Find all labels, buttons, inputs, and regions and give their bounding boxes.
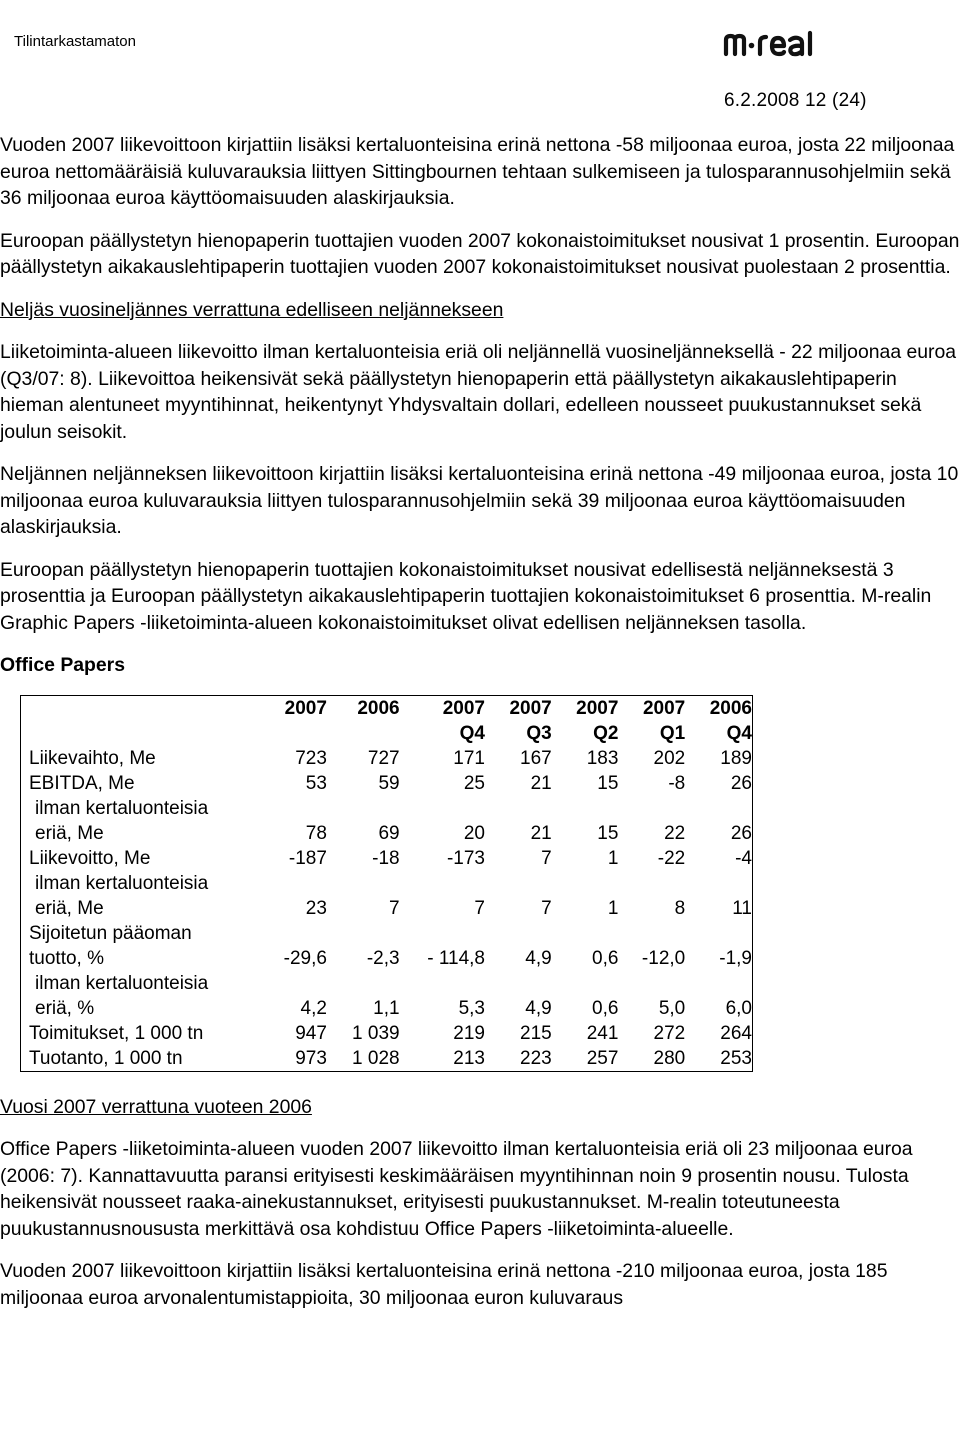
- table-cell: 223: [520, 1047, 552, 1069]
- paragraph: Neljännen neljänneksen liikevoittoon kirjattiin lisäksi kertaluonteisina erinä nettona -49 miljoonaa euroa, josta 10 miljoonaa euroa kuluvarauksia liittyen tulosparannusohjelmiin sekä 39 miljoonaa euroa käyttöomaisuuden alaskirjauksia.: [0, 463, 959, 538]
- table-cell: [327, 971, 400, 996]
- table-cell: 22: [664, 822, 686, 844]
- row-label: ilman kertaluonteisia: [35, 797, 209, 819]
- paragraph: Euroopan päällystetyn hienopaperin tuottajien vuoden 2007 kokonaistoimitukset nousivat 1 prosentin. Euroopan päällystetyn aikakauslehtipaperin tuottajien vuoden 2007 kokonaistoimitukset nousivat puolestaan 2 prosenttia.: [0, 229, 960, 278]
- table-cell: [618, 971, 685, 996]
- table-cell: 15: [597, 822, 619, 844]
- paragraph: Euroopan päällystetyn hienopaperin tuottajien kokonaistoimitukset nousivat edellisestä neljänneksestä 3 prosenttia ja Euroopan päällystetyn aikakauslehtipaperin tuottajien kokonaistoimitukset 6 prosenttia. M-realin Graphic Papers -liiketoiminta-alueen kokonaistoimitukset olivat edellisen neljänneksen tasolla.: [0, 558, 932, 634]
- table-row: [21, 821, 752, 846]
- table-cell: 0,6: [592, 997, 619, 1019]
- table-row: [21, 946, 752, 971]
- table-row: [21, 996, 752, 1021]
- table-cell: 183: [586, 747, 619, 769]
- row-label: Liikevaihto, Me: [29, 747, 156, 769]
- table-row: [21, 971, 752, 996]
- column-header: 2006: [709, 697, 752, 719]
- table-cell: [246, 921, 327, 946]
- table-cell: [685, 796, 752, 821]
- column-header: 2006: [357, 697, 400, 719]
- table-header-row: [21, 721, 752, 746]
- table-cell: 5,3: [458, 997, 485, 1019]
- table-cell: [246, 796, 327, 821]
- table-cell: [327, 796, 400, 821]
- table-cell: 26: [730, 822, 752, 844]
- table-cell: [552, 921, 619, 946]
- table-cell: 20: [463, 822, 485, 844]
- office-papers-table: [20, 695, 753, 1072]
- table-cell: 1 028: [352, 1047, 400, 1069]
- row-label: eriä, Me: [35, 822, 104, 844]
- row-label: eriä, %: [35, 997, 95, 1019]
- table-cell: 15: [597, 772, 619, 794]
- table-cell: 1: [607, 847, 619, 869]
- table-cell: 26: [730, 772, 752, 794]
- table-cell: [552, 971, 619, 996]
- table-cell: -18: [372, 847, 400, 869]
- table-cell: [400, 971, 485, 996]
- table-cell: 947: [295, 1022, 327, 1044]
- table-cell: [552, 796, 619, 821]
- table-cell: [327, 921, 400, 946]
- table-row: [21, 1021, 752, 1046]
- table-cell: [485, 921, 552, 946]
- table-row: [21, 796, 752, 821]
- paragraph: Office Papers -liiketoiminta-alueen vuoden 2007 liikevoitto ilman kertaluonteisia eriä oli 23 miljoonaa euroa (2006: 7). Kannattavuutta paransi erityisesti keskimääräisen myyntihinnan noin 9 prosentin nousu. Tulosta heikensivät nousseet raaka-ainekustannukset, erityisesti puukustannukset. M-realin toteutuneesta puukustannusnoususta merkittävä osa kohdistuu Office Papers -liiketoiminta-alueelle.: [0, 1138, 913, 1240]
- table-cell: -187: [288, 847, 327, 869]
- m-real-logo: [722, 30, 840, 60]
- table-cell: 4,9: [525, 997, 552, 1019]
- table-row: [21, 921, 752, 946]
- table-cell: [400, 871, 485, 896]
- table-cell: 7: [389, 897, 400, 919]
- column-header: 2007: [442, 697, 485, 719]
- table-cell: 4,2: [300, 997, 327, 1019]
- table-cell: 215: [520, 1022, 552, 1044]
- row-label: Tuotanto, 1 000 tn: [29, 1047, 183, 1069]
- table-cell: [246, 871, 327, 896]
- row-label: ilman kertaluonteisia: [35, 872, 209, 894]
- section-heading: Office Papers: [0, 654, 126, 676]
- table-cell: 272: [653, 1022, 686, 1044]
- table-cell: -173: [446, 847, 485, 869]
- table-cell: 973: [295, 1047, 327, 1069]
- table-cell: 21: [530, 772, 552, 794]
- table-cell: [618, 921, 685, 946]
- table-row: [21, 746, 752, 771]
- column-header: Q2: [593, 722, 619, 744]
- column-header: Q3: [526, 722, 552, 744]
- table-cell: 167: [520, 747, 552, 769]
- table-cell: 1,1: [373, 997, 400, 1019]
- row-label: Liikevoitto, Me: [29, 847, 151, 869]
- table-cell: 25: [463, 772, 485, 794]
- column-header: [246, 721, 327, 746]
- table-cell: 727: [367, 747, 400, 769]
- table-cell: 241: [586, 1022, 619, 1044]
- document-body: [0, 132, 960, 1327]
- table-cell: 7: [541, 847, 552, 869]
- table-cell: -22: [657, 847, 686, 869]
- column-header: 2007: [509, 697, 552, 719]
- table-cell: [485, 796, 552, 821]
- table-cell: [485, 971, 552, 996]
- table-cell: 6,0: [725, 997, 752, 1019]
- page-date-number: 6.2.2008 12 (24): [724, 90, 867, 111]
- column-header: [327, 721, 400, 746]
- table-cell: 280: [653, 1047, 686, 1069]
- column-header: Q1: [659, 722, 686, 744]
- table-cell: 0,6: [592, 947, 619, 969]
- table-cell: 189: [720, 747, 752, 769]
- table-cell: -4: [735, 847, 752, 869]
- column-header: Q4: [726, 722, 752, 744]
- document-status-label: Tilintarkastamaton: [14, 33, 136, 50]
- row-label: tuotto, %: [29, 947, 104, 969]
- section-heading: Vuosi 2007 verrattuna vuoteen 2006: [0, 1095, 312, 1118]
- row-label: Sijoitetun pääoman: [29, 922, 192, 944]
- table-cell: -1,9: [719, 947, 752, 969]
- column-header: 2007: [642, 697, 686, 719]
- table-cell: [685, 871, 752, 896]
- table-cell: 59: [378, 772, 400, 794]
- table-cell: 202: [653, 747, 686, 769]
- table-cell: 219: [453, 1022, 485, 1044]
- table-cell: -8: [668, 772, 686, 794]
- table-cell: [400, 796, 485, 821]
- paragraph: Liiketoiminta-alueen liikevoitto ilman kertaluonteisia eriä oli neljännellä vuosineljänneksellä - 22 miljoonaa euroa (Q3/07: 8). Liikevoittoa heikensivät sekä päällystetyn hienopaperin että päällystetyn aikakauslehtipaperin hieman alentuneet myyntihinnat, heikentynyt Yhdysvaltain dollari, edelleen nousseet puukustannukset sekä joulun seisokit.: [0, 341, 957, 443]
- table-cell: [685, 971, 752, 996]
- table-cell: 8: [674, 897, 686, 919]
- table-cell: 4,9: [525, 947, 552, 969]
- table-cell: 78: [305, 822, 327, 844]
- section-heading: Neljäs vuosineljännes verrattuna edelliseen neljännekseen: [0, 298, 504, 321]
- table-cell: 69: [378, 822, 400, 844]
- table-cell: 1: [607, 897, 619, 919]
- row-label: Toimitukset, 1 000 tn: [29, 1022, 204, 1044]
- table-cell: 5,0: [658, 997, 686, 1019]
- table-cell: 7: [474, 897, 485, 919]
- table-cell: 11: [732, 897, 752, 919]
- table-cell: 253: [720, 1047, 752, 1069]
- table-cell: 21: [530, 822, 552, 844]
- table-cell: [685, 921, 752, 946]
- table-cell: 171: [453, 747, 485, 769]
- table-cell: -2,3: [366, 947, 400, 969]
- table-cell: 257: [586, 1047, 619, 1069]
- table-cell: [246, 971, 327, 996]
- table-row: [21, 896, 752, 921]
- table-row: [21, 771, 752, 796]
- table-cell: -29,6: [283, 947, 327, 969]
- table-header-row: [21, 696, 752, 721]
- table-cell: [400, 921, 485, 946]
- column-header: 2007: [576, 697, 619, 719]
- table-cell: 23: [305, 897, 327, 919]
- row-label: eriä, Me: [35, 897, 104, 919]
- row-label: ilman kertaluonteisia: [35, 972, 209, 994]
- table-cell: 7: [541, 897, 552, 919]
- paragraph: Vuoden 2007 liikevoittoon kirjattiin lisäksi kertaluonteisina erinä nettona -210 miljoonaa euroa, josta 185 miljoonaa euroa arvonalentumistappioita, 30 miljoonaa euron kuluvaraus: [0, 1260, 888, 1309]
- table-row: [21, 1046, 752, 1071]
- table-cell: 53: [305, 772, 327, 794]
- table-cell: [618, 796, 685, 821]
- table-row: [21, 871, 752, 896]
- table-cell: 213: [453, 1047, 485, 1069]
- paragraph: Vuoden 2007 liikevoittoon kirjattiin lisäksi kertaluonteisina erinä nettona -58 miljoonaa euroa, josta 22 miljoonaa euroa nettomääräisiä kuluvarauksia liittyen Sittingbournen tehtaan sulkemiseen ja tulosparannusohjelmiin sekä 36 miljoonaa euroa käyttöomaisuuden alaskirjauksia.: [0, 134, 955, 209]
- table-cell: - 114,8: [427, 947, 485, 969]
- column-header: Q4: [459, 722, 485, 744]
- table-cell: -12,0: [641, 947, 686, 969]
- table-cell: [618, 871, 685, 896]
- column-header: 2007: [284, 697, 327, 719]
- table-cell: 264: [720, 1022, 752, 1044]
- table-cell: [327, 871, 400, 896]
- row-label: EBITDA, Me: [29, 772, 135, 794]
- table-cell: 1 039: [352, 1022, 400, 1044]
- table-cell: [552, 871, 619, 896]
- table-row: [21, 846, 752, 871]
- table-cell: 723: [295, 747, 327, 769]
- table-cell: [485, 871, 552, 896]
